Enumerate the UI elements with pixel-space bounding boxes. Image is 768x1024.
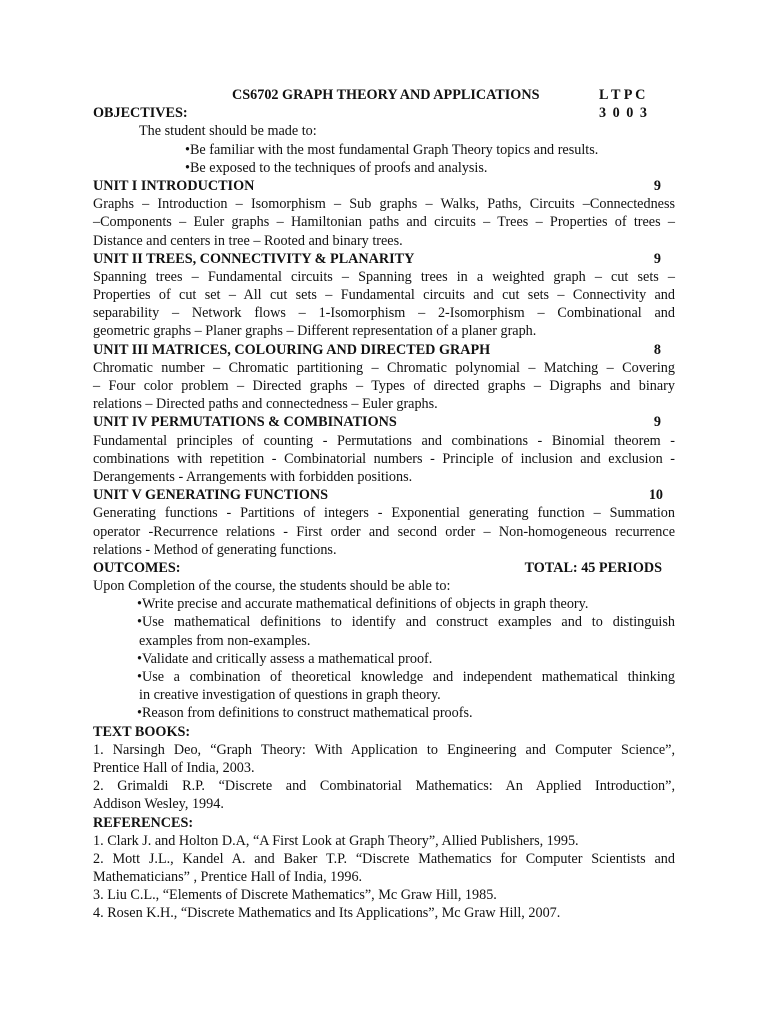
outcome-item: •Write precise and accurate mathematical definitions of objects in graph theory. [137, 596, 589, 613]
unit-text-line: relations – Directed paths and connectedness – Euler graphs. [93, 396, 438, 413]
unit-heading-row [93, 486, 675, 504]
unit-text-line: Chromatic number – Chromatic partitioning – Chromatic polynomial – Matching – Covering [93, 359, 675, 376]
unit-heading-row [93, 177, 675, 195]
objectives-intro: The student should be made to: [139, 123, 317, 140]
unit-heading: UNIT III MATRICES, COLOURING AND DIRECTED GRAPH [93, 341, 491, 358]
ltpc-values: 3 0 0 3 [599, 105, 648, 122]
reference-item: 1. Clark J. and Holton D.A, “A First Look at Graph Theory”, Allied Publishers, 1995. [93, 832, 579, 849]
unit-text-line: separability – Network flows – 1-Isomorphism – 2-Isomorphism – Combinational and [93, 305, 675, 322]
unit-text-line: geometric graphs – Planer graphs – Different representation of a planer graph. [93, 323, 537, 340]
unit-text-line: operator -Recurrence relations - First order and second order – Non-homogeneous recurrence [93, 523, 675, 540]
text-book-item-continuation: Addison Wesley, 1994. [93, 796, 224, 813]
course-header [93, 86, 675, 104]
unit-heading: UNIT I INTRODUCTION [93, 177, 255, 194]
outcome-item: •Use a combination of theoretical knowledge and independent mathematical thinking [137, 669, 675, 685]
unit-hours: 8 [653, 341, 661, 358]
unit-text-line: Derangements - Arrangements with forbidden positions. [93, 468, 413, 485]
text-book-item-continuation: Prentice Hall of India, 2003. [93, 759, 255, 776]
outcomes-intro: Upon Completion of the course, the students should be able to: [93, 578, 451, 595]
outcome-item-continuation: examples from non-examples. [139, 632, 311, 649]
unit-hours: 10 [648, 487, 663, 504]
syllabus-page [93, 86, 675, 923]
unit-text-line: Graphs – Introduction – Isomorphism – Sub graphs – Walks, Paths, Circuits –Connectedness [93, 196, 675, 213]
objectives-heading-row [93, 104, 675, 122]
reference-item: 3. Liu C.L., “Elements of Discrete Mathematics”, Mc Graw Hill, 1985. [93, 887, 497, 904]
text-book-item: 2. Grimaldi R.P. “Discrete and Combinatorial Mathematics: An Applied Introduction”, [93, 778, 675, 795]
unit-text-line: Spanning trees – Fundamental circuits – Spanning trees in a weighted graph – cut sets – [93, 268, 675, 285]
reference-item-continuation: Mathematicians” , Prentice Hall of India, 1996. [93, 869, 363, 886]
reference-item: 4. Rosen K.H., “Discrete Mathematics and Its Applications”, Mc Graw Hill, 2007. [93, 905, 561, 922]
unit-text-line: Generating functions - Partitions of integers - Exponential generating function – Summation [93, 505, 675, 522]
reference-item: 2. Mott J.L., Kandel A. and Baker T.P. “Discrete Mathematics for Computer Scientists and [93, 850, 675, 867]
unit-text-line: relations - Method of generating functions. [93, 541, 337, 558]
outcome-item: •Validate and critically assess a mathematical proof. [137, 650, 433, 667]
course-title: CS6702 GRAPH THEORY AND APPLICATIONS [232, 87, 540, 103]
unit-heading: UNIT II TREES, CONNECTIVITY & PLANARITY [93, 250, 415, 267]
unit-hours: 9 [653, 250, 661, 267]
objective-item: •Be exposed to the techniques of proofs and analysis. [185, 159, 488, 176]
unit-heading: UNIT IV PERMUTATIONS & COMBINATIONS [93, 414, 397, 431]
unit-heading-row [93, 413, 675, 431]
unit-hours: 9 [653, 414, 661, 431]
objectives-heading: OBJECTIVES: [93, 105, 188, 122]
unit-heading-row [93, 250, 675, 268]
unit-text-line: –Components – Euler graphs – Hamiltonian paths and circuits – Trees – Properties of trees – [93, 214, 675, 231]
unit-text-line: Fundamental principles of counting - Permutations and combinations - Binomial theorem - [93, 432, 675, 449]
unit-heading: UNIT V GENERATING FUNCTIONS [93, 487, 329, 504]
outcome-item-continuation: in creative investigation of questions in graph theory. [139, 687, 441, 704]
total-periods: TOTAL: 45 PERIODS [524, 559, 662, 576]
outcomes-heading: OUTCOMES: [93, 559, 181, 576]
outcome-item: •Reason from definitions to construct mathematical proofs. [137, 705, 473, 722]
unit-text-line: – Four color problem – Directed graphs – Types of directed graphs – Digraphs and binary [93, 378, 675, 394]
unit-text-line: Distance and centers in tree – Rooted and binary trees. [93, 232, 403, 249]
outcomes-heading-row [93, 559, 675, 577]
outcome-item: •Use mathematical definitions to identify and construct examples and to distinguish [137, 614, 675, 631]
objective-item: •Be familiar with the most fundamental Graph Theory topics and results. [185, 141, 599, 158]
unit-heading-row [93, 341, 675, 359]
references-heading: REFERENCES: [93, 814, 194, 831]
text-books-heading: TEXT BOOKS: [93, 723, 191, 740]
unit-hours: 9 [653, 177, 661, 194]
unit-text-line: Properties of cut set – All cut sets – Fundamental circuits and cut sets – Connectivity and [93, 287, 675, 304]
unit-text-line: combinations with repetition - Combinatorial numbers - Principle of inclusion and exclusion - [93, 450, 675, 467]
text-book-item: 1. Narsingh Deo, “Graph Theory: With Application to Engineering and Computer Science”, [93, 741, 675, 758]
ltpc-label: L T P C [599, 87, 646, 103]
